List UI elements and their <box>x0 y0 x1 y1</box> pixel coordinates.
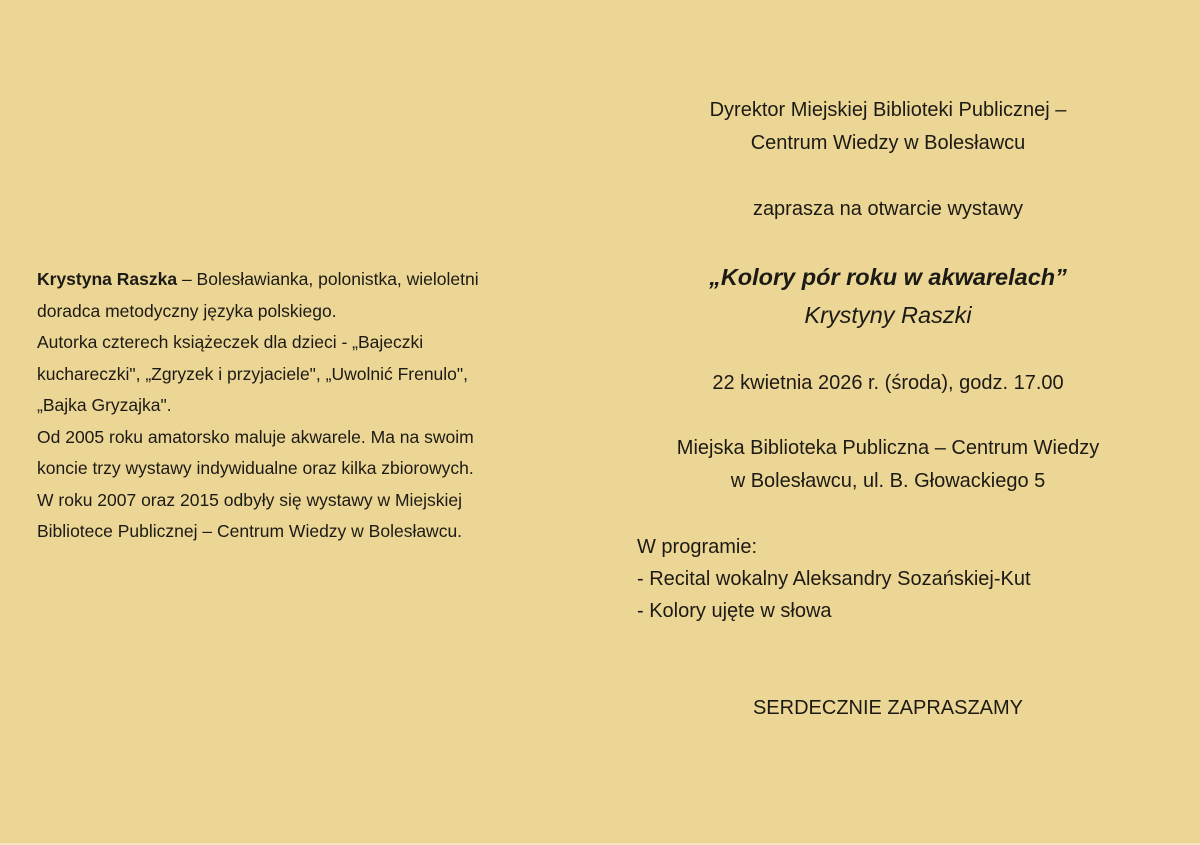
event-date-time: 22 kwietnia 2026 r. (środa), godz. 17.00 <box>712 372 1064 394</box>
bio-line-5: „Bajka Gryzajka". <box>37 395 172 415</box>
program-heading: W programie: <box>637 536 758 558</box>
venue-line-2: w Bolesławcu, ul. B. Głowackiego 5 <box>730 470 1046 492</box>
bio-line-2: doradca metodyczny języka polskiego. <box>37 300 337 321</box>
author-name: Krystyna Raszka <box>37 269 178 289</box>
venue-line-1: Miejska Biblioteka Publiczna – Centrum Wiedzy <box>676 437 1100 459</box>
organizer-line-2: Centrum Wiedzy w Bolesławcu <box>750 132 1026 154</box>
invite-text: zaprasza na otwarcie wystawy <box>752 198 1024 220</box>
bio-line-7: koncie trzy wystawy indywidualne oraz kilka zbiorowych. <box>37 458 474 478</box>
organizer-line-1: Dyrektor Miejskiej Biblioteki Publicznej – <box>709 99 1067 121</box>
program-item: - Recital wokalny Aleksandry Sozańskiej-Kut <box>637 568 1031 590</box>
exhibition-author: Krystyny Raszki <box>804 302 972 328</box>
closing-text: SERDECZNIE ZAPRASZAMY <box>752 697 1024 719</box>
bio-line-1 <box>37 264 577 296</box>
author-bio <box>37 264 577 548</box>
invitation-panel <box>600 0 1176 845</box>
bio-intro: – Bolesławianka, polonistka, wieloletni <box>177 269 479 289</box>
bio-line-8: W roku 2007 oraz 2015 odbyły się wystawy w Miejskiej <box>37 489 463 510</box>
bio-line-6: Od 2005 roku amatorsko maluje akwarele. Ma na swoim <box>37 426 474 447</box>
bio-line-9: Bibliotece Publicznej – Centrum Wiedzy w Bolesławcu. <box>37 521 463 541</box>
program-item: - Kolory ujęte w słowa <box>637 600 832 622</box>
bio-line-4: kuchareczki", „Zgryzek i przyjaciele", „Uwolnić Frenulo", <box>37 363 468 384</box>
bio-line-3: Autorka czterech książeczek dla dzieci - „Bajeczki <box>37 332 424 352</box>
exhibition-title: „Kolory pór roku w akwarelach” <box>709 264 1067 290</box>
